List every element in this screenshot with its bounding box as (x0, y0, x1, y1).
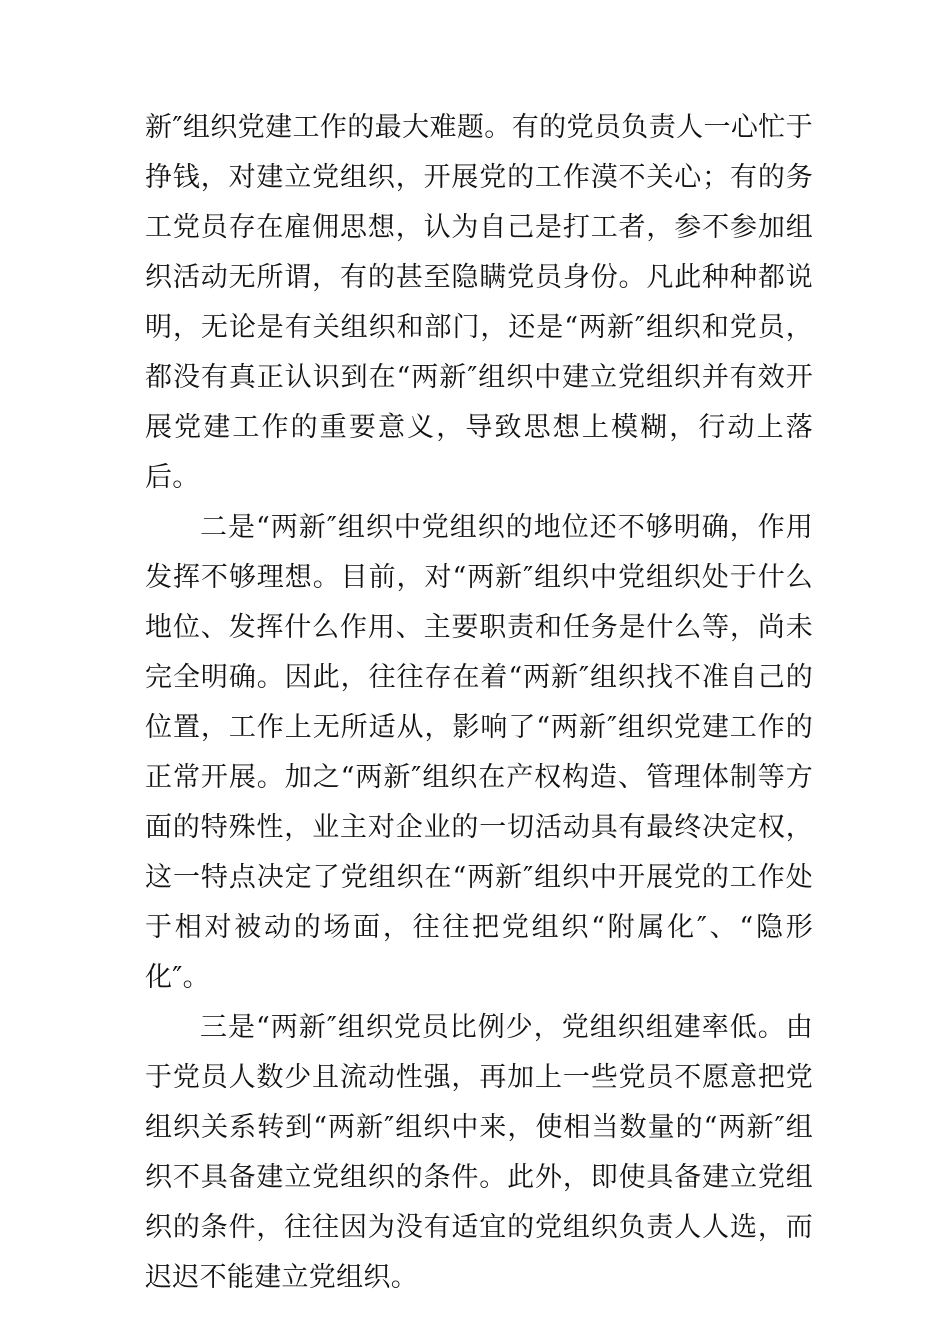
document-body (145, 103, 813, 1303)
paragraph-point-two: 二是“两新″组织中党组织的地位还不够明确，作用发挥不够理想。目前，对“两新″组织中党组织处于什么地位、发挥什么作用、主要职责和任务是什么等，尚未完全明确。因此，往往存在着“两新″组织找不准自己的位置，工作上无所适从，影响了“两新″组织党建工作的正常开展。加之“两新″组织在产权构造、管理体制等方面的特殊性，业主对企业的一切活动具有最终决定权，这一特点决定了党组织在“两新″组织中开展党的工作处于相对被动的场面，往往把党组织“附属化″、“隐形化″。 (145, 512, 813, 993)
paragraph-point-three: 三是“两新″组织党员比例少，党组织组建率低。由于党员人数少且流动性强，再加上一些党员不愿意把党组织关系转到“两新″组织中来，使相当数量的“两新″组织不具备建立党组织的条件。此外，即使具备建立党组织的条件，往往因为没有适宜的党组织负责人人选，而迟迟不能建立党组织。 (145, 1012, 813, 1293)
paragraph-continued: 新″组织党建工作的最大难题。有的党员负责人一心忙于挣钱，对建立党组织，开展党的工作漠不关心；有的务工党员存在雇佣思想，认为自己是打工者，参不参加组织活动无所谓，有的甚至隐瞒党员身份。凡此种种都说明，无论是有关组织和部门，还是“两新″组织和党员，都没有真正认识到在“两新″组织中建立党组织并有效开展党建工作的重要意义，导致思想上模糊，行动上落后。 (145, 112, 813, 493)
